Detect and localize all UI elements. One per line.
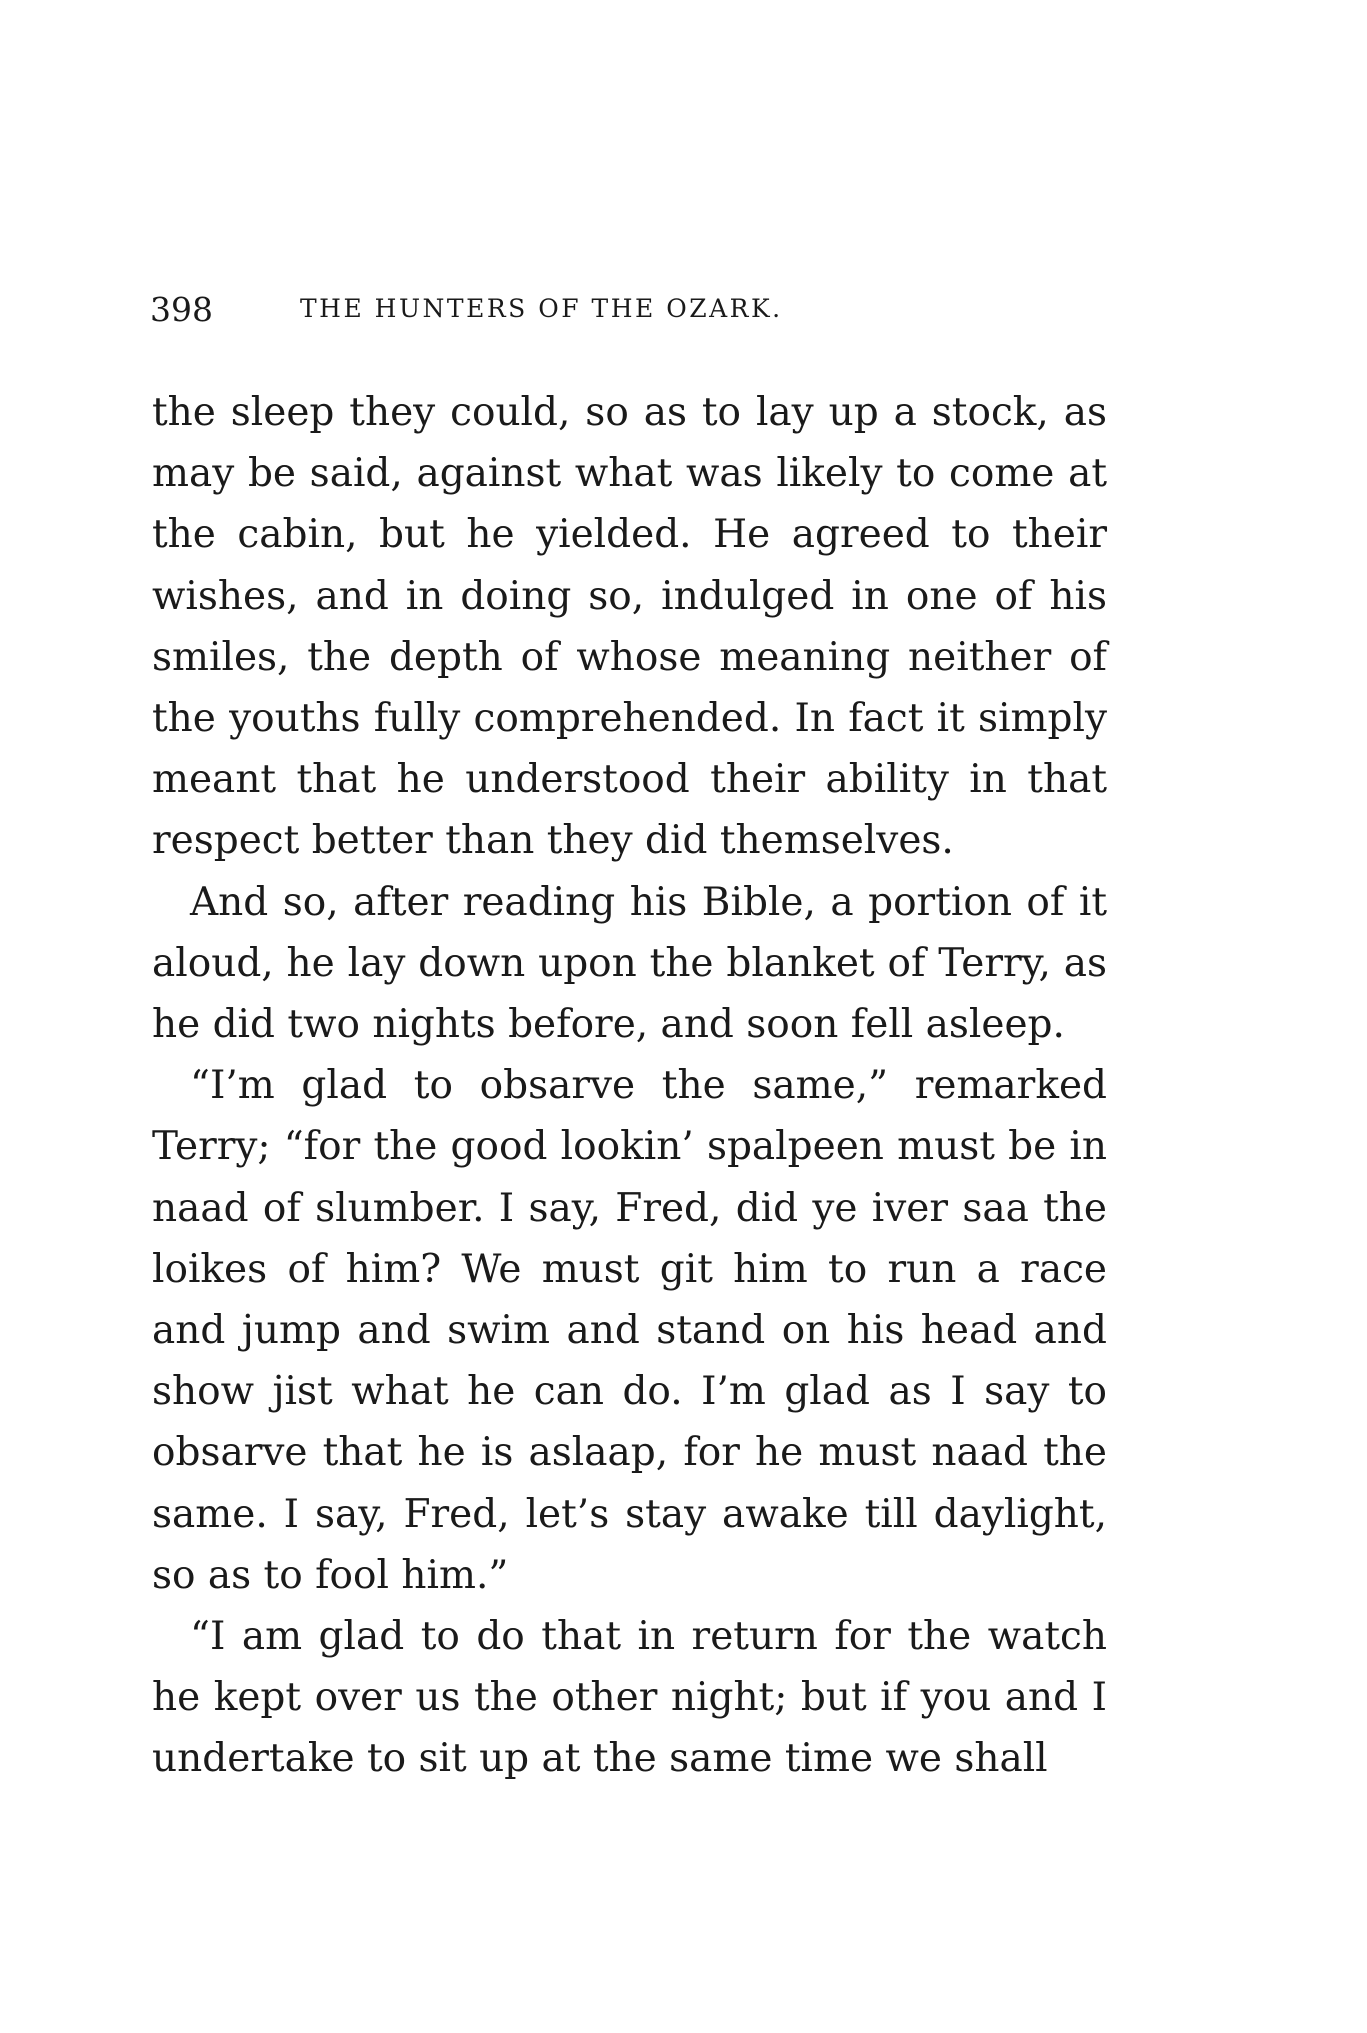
paragraph-2: And so, after reading his Bible, a portion of it aloud, he lay down upon the blanket of Terry, as he did two nights before, and soon fell asleep.: [152, 879, 1107, 1048]
paragraph-3: “I’m glad to obsarve the same,” remarked Terry; “for the good lookin’ spalpeen must be in naad of slumber. I say, Fred, did ye iver saa the loikes of him? We must git him to run a race and jump and swim and stand on his head and show jist what he can do. I’m glad as I say to obsarve that he is aslaap, for he must naad the same. I say, Fred, let’s stay awake till daylight, so as to fool him.”: [152, 1063, 1107, 1598]
paragraph-1: the sleep they could, so as to lay up a stock, as may be said, against what was likely to come at the cabin, but he yielded. He agreed to their wishes, and in doing so, indulged in one of his smiles, the depth of whose meaning neither of the youths fully comprehended. In fact it simply meant that he understood their ability in that respect better than they did themselves.: [152, 390, 1107, 864]
running-title: THE HUNTERS OF THE OZARK.: [300, 294, 783, 323]
body-text: [152, 382, 1107, 1790]
page-number: 398: [150, 290, 213, 329]
running-head: [150, 290, 1110, 340]
paragraph-4: “I am glad to do that in return for the watch he kept over us the other night; but if you and I undertake to sit up at the same time we shall: [152, 1614, 1107, 1782]
